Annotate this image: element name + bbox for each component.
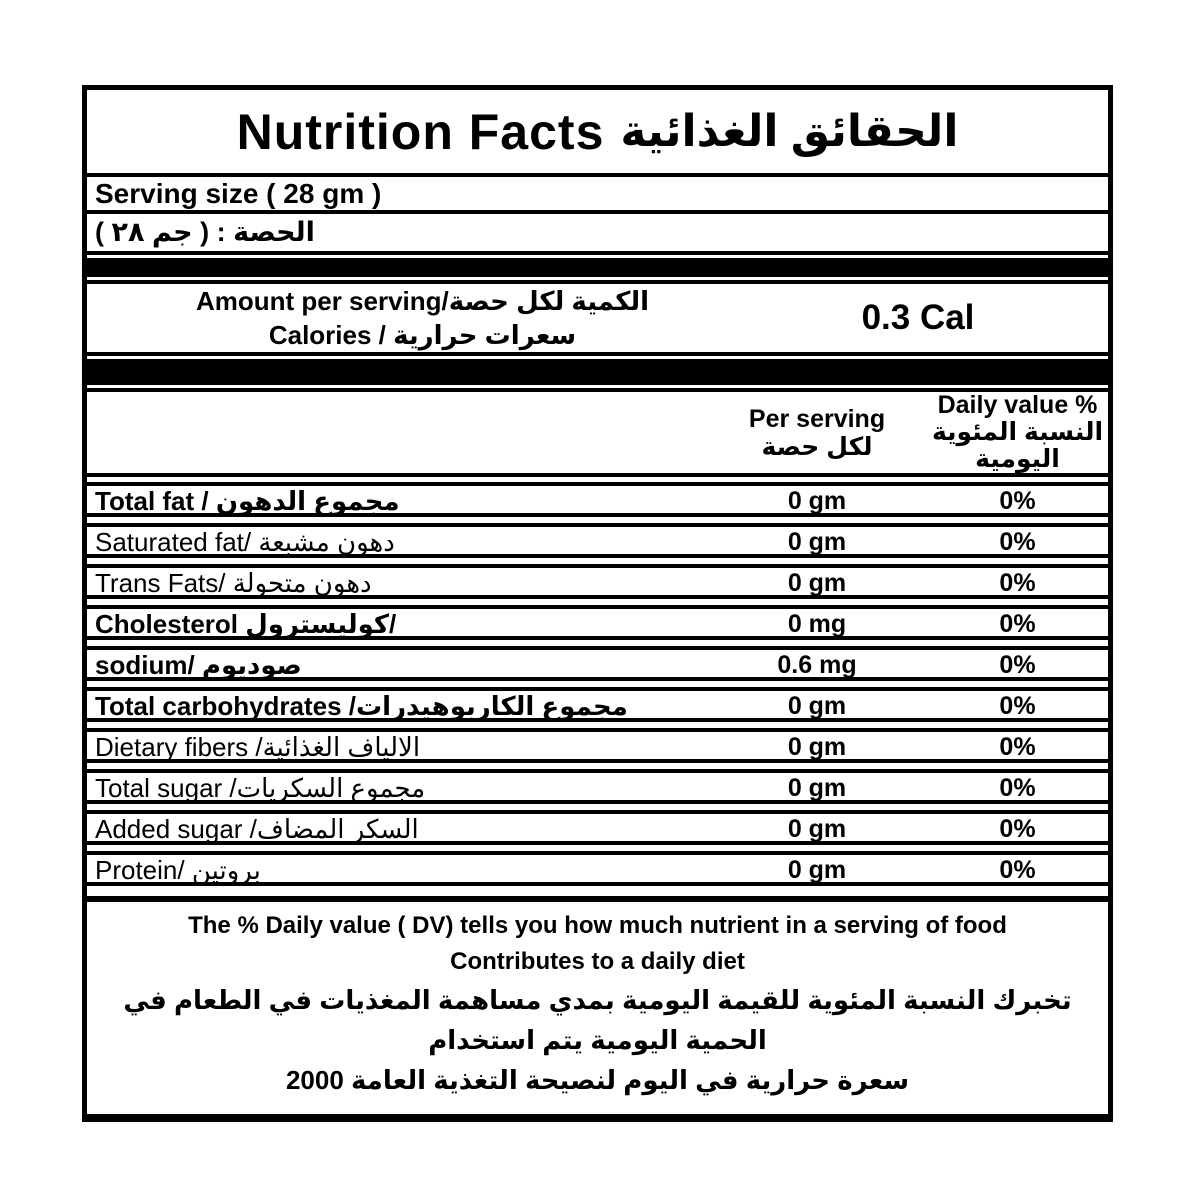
calories-line: Calories / سعرات حرارية: [268, 320, 577, 351]
row-label: Dietary fibers /الالياف الغذائية: [95, 732, 421, 763]
footer-english-line2: Contributes to a daily diet: [450, 947, 745, 975]
daily-value-column-header: [927, 392, 1108, 473]
nutrition-label: [82, 85, 1113, 1122]
row-daily-value: 0%: [999, 733, 1036, 762]
row-label: sodium/ صوديوم: [95, 650, 302, 681]
serving-size-arabic: الحصة : ( جم ٢٨ ): [87, 214, 1108, 255]
nutrient-row: [87, 728, 1108, 763]
daily-value-header-en: Daily value %: [937, 391, 1098, 420]
row-amount: 0 gm: [787, 733, 847, 762]
row-daily-value: 0%: [999, 528, 1036, 557]
nutrient-rows: [87, 482, 1108, 892]
row-label: Protein/ بروتين: [95, 855, 261, 886]
footer-arabic-line1: تخبرك النسبة المئوية للقيمة اليومية بمدي مساهمة المغذيات في الطعام في الحمية اليومية يتم استخدام: [123, 984, 1072, 1055]
calories-value: 0.3 Cal: [861, 298, 975, 338]
column-header-row: [87, 388, 1108, 477]
row-daily-value: 0%: [999, 487, 1036, 516]
row-daily-value: 0%: [999, 815, 1036, 844]
daily-value-header-ar1: النسبة المئوية: [931, 418, 1104, 447]
nutrient-row: [87, 605, 1108, 640]
row-daily-value: 0%: [999, 651, 1036, 680]
row-label: Cholesterol كوليسترول/: [95, 609, 397, 640]
row-amount: 0 gm: [787, 774, 847, 803]
row-label: Trans Fats/ دهون متحولة: [95, 568, 372, 599]
row-amount: 0 gm: [787, 692, 847, 721]
footer-arabic-line2: سعرة حرارية في اليوم لنصيحة التغذية العامة 2000: [285, 1064, 910, 1095]
row-amount: 0 gm: [787, 815, 847, 844]
row-daily-value: 0%: [999, 569, 1036, 598]
serving-size-english: Serving size ( 28 gm ): [87, 177, 1108, 214]
row-label: Total fat / مجموع الدهون: [95, 486, 400, 517]
row-amount: 0 gm: [787, 856, 847, 885]
row-label: Added sugar /السكر المضاف: [95, 814, 419, 845]
per-serving-header-en: Per serving: [748, 404, 886, 433]
nutrient-row: [87, 851, 1108, 886]
row-label: Saturated fat/ دهون مشبعة: [95, 527, 395, 558]
footer-english-line1: The % Daily value ( DV) tells you how much nutrient in a serving of food: [188, 911, 1007, 939]
per-serving-column-header: [707, 405, 927, 461]
row-amount: 0 mg: [787, 610, 847, 639]
nutrient-row: [87, 687, 1108, 722]
amount-per-serving-box: [87, 280, 1108, 356]
row-daily-value: 0%: [999, 610, 1036, 639]
title-english: Nutrition Facts: [236, 103, 605, 160]
nutrient-row: [87, 523, 1108, 558]
row-amount: 0 gm: [787, 569, 847, 598]
row-daily-value: 0%: [999, 774, 1036, 803]
daily-value-header-ar2: اليومية: [975, 445, 1060, 474]
nutrient-row: [87, 482, 1108, 517]
row-daily-value: 0%: [999, 856, 1036, 885]
divider-bar-middle: [87, 359, 1108, 385]
row-amount: 0.6 mg: [777, 651, 857, 680]
nutrient-row: [87, 646, 1108, 681]
footer-note: [87, 902, 1108, 1114]
row-amount: 0 gm: [787, 528, 847, 557]
title-arabic: الحقائق الغذائية: [620, 107, 959, 157]
row-amount: 0 gm: [787, 487, 847, 516]
divider-bar-top: [87, 258, 1108, 278]
nutrient-row: [87, 810, 1108, 845]
per-serving-header-ar: لكل حصة: [761, 432, 873, 461]
row-daily-value: 0%: [999, 692, 1036, 721]
nutrient-row: [87, 564, 1108, 599]
nutrient-row: [87, 769, 1108, 804]
label-title: [87, 90, 1108, 177]
row-label: Total carbohydrates /مجموع الكاربوهيدرات: [95, 691, 628, 722]
row-label: Total sugar /مجموع السكريات: [95, 773, 426, 804]
amount-per-serving-line: Amount per serving/الكمية لكل حصة: [195, 286, 650, 317]
amount-calories-lines: [87, 284, 728, 352]
